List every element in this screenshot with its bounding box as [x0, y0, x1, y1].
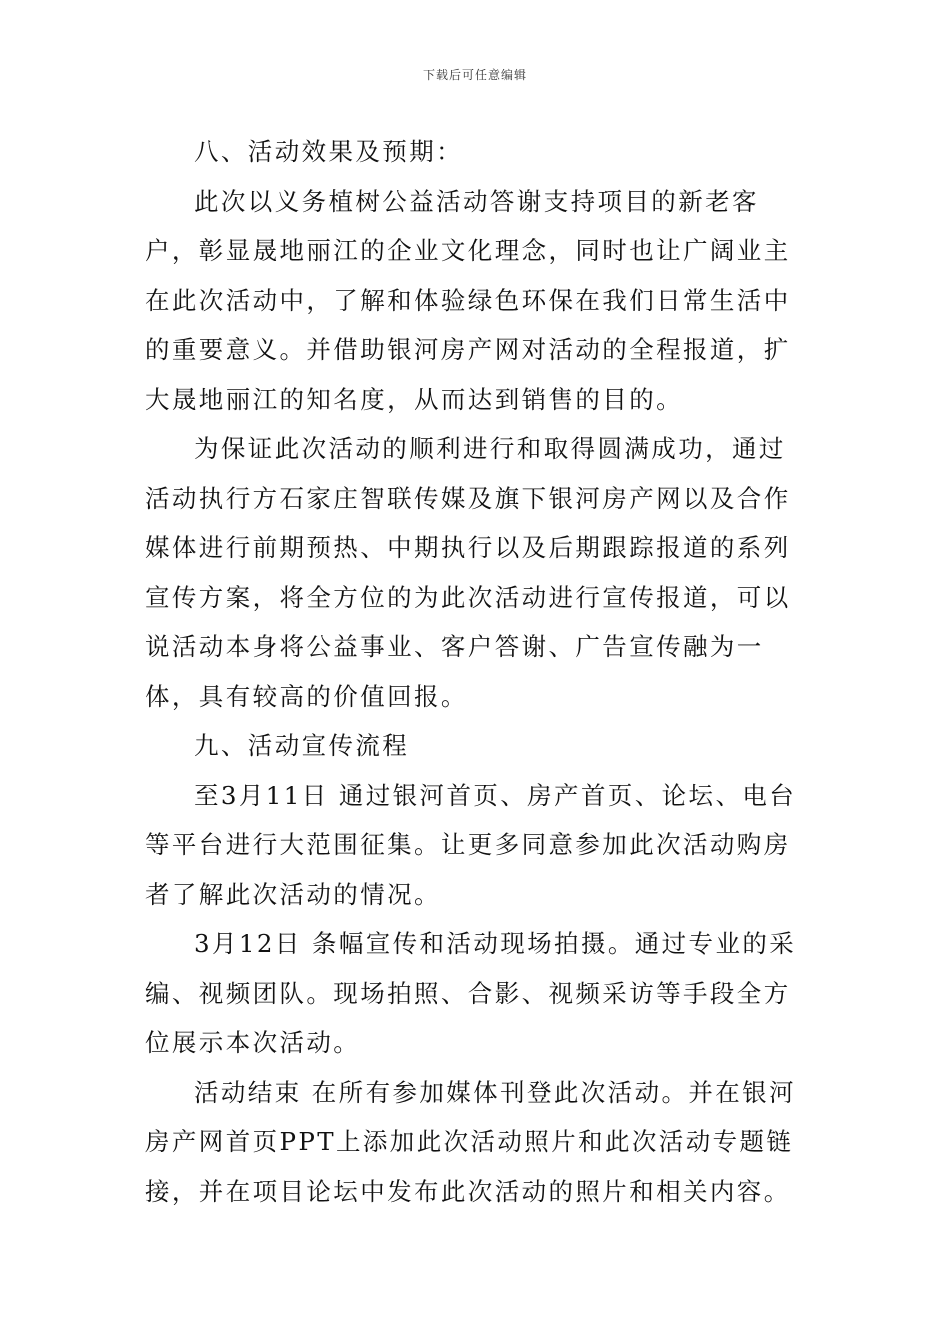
- section-heading-8: 八、活动效果及预期：: [194, 137, 463, 166]
- paragraph-effect-summary: 此次以义务植树公益活动答谢支持项目的新老客户，彰显晟地丽江的企业文化理念，同时也让广阔业主在此次活动中，了解和体验绿色环保在我们日常生活中的重要意义。并借助银河房产网对活动的全程报道，扩大晟地丽江的知名度，从而达到销售的目的。: [145, 186, 791, 414]
- section-heading-9: 九、活动宣传流程: [194, 731, 410, 760]
- paragraph-step-activity-end: 活动结束 在所有参加媒体刊登此次活动。并在银河房产网首页PPT上添加此次活动照片和此次活动专题链接，并在项目论坛中发布此次活动的照片和相关内容。: [145, 1077, 796, 1206]
- document-body: [145, 127, 810, 1216]
- page-header-note: 下载后可任意编辑: [422, 68, 527, 82]
- paragraph-publicity-plan: 为保证此次活动的顺利进行和取得圆满成功，通过活动执行方石家庄智联传媒及旗下银河房产网以及合作媒体进行前期预热、中期执行以及后期跟踪报道的系列宣传方案，将全方位的为此次活动进行宣传报道，可以说活动本身将公益事业、客户答谢、广告宣传融为一体，具有较高的价值回报。: [145, 434, 791, 711]
- paragraph-step-march-11: 至3月11日 通过银河首页、房产首页、论坛、电台等平台进行大范围征集。让更多同意参加此次活动购房者了解此次活动的情况。: [145, 780, 797, 909]
- paragraph-step-march-12: 3月12日 条幅宣传和活动现场拍摄。通过专业的采编、视频团队。现场拍照、合影、视频采访等手段全方位展示本次活动。: [145, 929, 797, 1057]
